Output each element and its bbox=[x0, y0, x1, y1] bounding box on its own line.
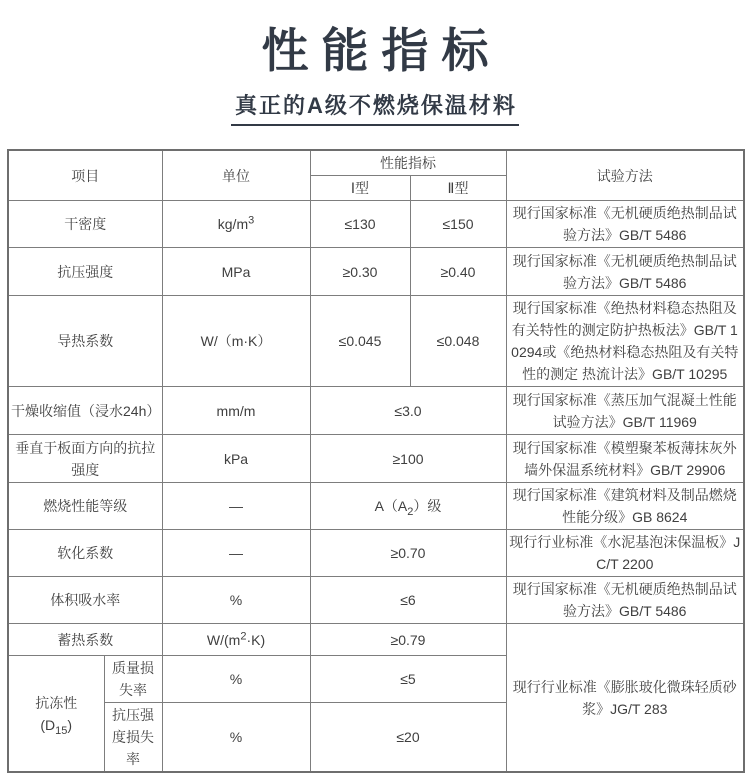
row-shrinkage-value: ≤3.0 bbox=[310, 387, 506, 435]
spec-table bbox=[7, 149, 745, 773]
frost-item-suffix: ) bbox=[67, 716, 73, 733]
row-frost-method: 现行行业标准《膨胀玻化微珠轻质砂浆》JG/T 283 bbox=[506, 624, 744, 773]
row-frost-item bbox=[8, 656, 104, 773]
row-heat-storage-value: ≥0.79 bbox=[310, 624, 506, 656]
row-dry-density-item: 干密度 bbox=[8, 201, 162, 248]
row-absorption-method: 现行国家标准《无机硬质绝热制品试验方法》GB/T 5486 bbox=[506, 577, 744, 624]
unit-superscript: 3 bbox=[248, 214, 255, 227]
page-title: 性能指标 bbox=[261, 24, 502, 77]
frost-item-line1: 抗冻性 bbox=[35, 694, 78, 711]
row-fire-item: 燃烧性能等级 bbox=[8, 483, 162, 530]
header-row-1 bbox=[8, 150, 744, 176]
table-row bbox=[8, 248, 744, 296]
value-suffix: ）级 bbox=[413, 498, 442, 514]
unit-suffix: ·K) bbox=[246, 631, 266, 648]
table-row bbox=[8, 435, 744, 483]
row-compressive-item: 抗压强度 bbox=[8, 248, 162, 296]
row-thermal-value-type1: ≤0.045 bbox=[310, 296, 410, 387]
header-item: 项目 bbox=[8, 150, 162, 201]
table-row bbox=[8, 624, 744, 656]
table-row bbox=[8, 530, 744, 577]
row-heat-storage-item: 蓄热系数 bbox=[8, 624, 162, 656]
row-softening-value: ≥0.70 bbox=[310, 530, 506, 577]
row-tensile-item: 垂直于板面方向的抗拉强度 bbox=[8, 435, 162, 483]
value-subscript: 2 bbox=[407, 505, 414, 518]
table-row bbox=[8, 296, 744, 387]
unit-superscript: 2 bbox=[240, 629, 247, 642]
row-thermal-item: 导热系数 bbox=[8, 296, 162, 387]
header-performance: 性能指标 bbox=[310, 150, 506, 176]
row-mass-loss-unit: % bbox=[162, 656, 310, 703]
value-base: A（A bbox=[374, 498, 408, 514]
frost-item-base: (D bbox=[40, 716, 56, 733]
table-row bbox=[8, 387, 744, 435]
table-row bbox=[8, 483, 744, 530]
row-mass-loss-value: ≤5 bbox=[310, 656, 506, 703]
row-fire-method: 现行国家标准《建筑材料及制品燃烧性能分级》GB 8624 bbox=[506, 483, 744, 530]
row-dry-density-value-type1: ≤130 bbox=[310, 201, 410, 248]
row-thermal-method: 现行国家标准《绝热材料稳态热阻及有关特性的测定防护热板法》GB/T 10294或《绝热材料稳态热阻及有关特性的测定 热流计法》GB/T 10295 bbox=[506, 296, 744, 387]
row-mass-loss-item: 质量损失率 bbox=[104, 656, 162, 703]
row-compressive-method: 现行国家标准《无机硬质绝热制品试验方法》GB/T 5486 bbox=[506, 248, 744, 296]
row-compressive-unit: MPa bbox=[162, 248, 310, 296]
row-shrinkage-item: 干燥收缩值（浸水24h） bbox=[8, 387, 162, 435]
row-compressive-value-type1: ≥0.30 bbox=[310, 248, 410, 296]
header-type2: Ⅱ型 bbox=[410, 176, 506, 201]
header-method: 试验方法 bbox=[506, 150, 744, 201]
table-row bbox=[8, 201, 744, 248]
row-fire-unit: — bbox=[162, 483, 310, 530]
unit-base: kg/m bbox=[217, 216, 249, 232]
row-softening-unit: — bbox=[162, 530, 310, 577]
row-thermal-value-type2: ≤0.048 bbox=[410, 296, 506, 387]
row-absorption-item: 体积吸水率 bbox=[8, 577, 162, 624]
frost-item-subscript: 15 bbox=[55, 724, 68, 737]
row-dry-density-unit bbox=[162, 201, 310, 248]
row-absorption-value: ≤6 bbox=[310, 577, 506, 624]
row-thermal-unit: W/（m·K） bbox=[162, 296, 310, 387]
page-subtitle: 真正的A级不燃烧保温材料 bbox=[231, 89, 519, 126]
header-type1: Ⅰ型 bbox=[310, 176, 410, 201]
row-shrinkage-unit: mm/m bbox=[162, 387, 310, 435]
row-compressive-value-type2: ≥0.40 bbox=[410, 248, 506, 296]
row-strength-loss-value: ≤20 bbox=[310, 703, 506, 773]
row-tensile-method: 现行国家标准《模塑聚苯板薄抹灰外墙外保温系统材料》GB/T 29906 bbox=[506, 435, 744, 483]
row-softening-method: 现行行业标准《水泥基泡沫保温板》JC/T 2200 bbox=[506, 530, 744, 577]
page-subtitle-wrap bbox=[0, 89, 750, 126]
row-dry-density-value-type2: ≤150 bbox=[410, 201, 506, 248]
table-row bbox=[8, 577, 744, 624]
row-strength-loss-unit: % bbox=[162, 703, 310, 773]
row-softening-item: 软化系数 bbox=[8, 530, 162, 577]
page bbox=[0, 14, 750, 773]
unit-base: W/(m bbox=[206, 631, 241, 648]
row-tensile-unit: kPa bbox=[162, 435, 310, 483]
row-fire-value bbox=[310, 483, 506, 530]
row-strength-loss-item: 抗压强度损失率 bbox=[104, 703, 162, 773]
row-dry-density-method: 现行国家标准《无机硬质绝热制品试验方法》GB/T 5486 bbox=[506, 201, 744, 248]
row-shrinkage-method: 现行国家标准《蒸压加气混凝土性能试验方法》GB/T 11969 bbox=[506, 387, 744, 435]
header-unit: 单位 bbox=[162, 150, 310, 201]
row-heat-storage-unit bbox=[162, 624, 310, 656]
row-absorption-unit: % bbox=[162, 577, 310, 624]
row-tensile-value: ≥100 bbox=[310, 435, 506, 483]
